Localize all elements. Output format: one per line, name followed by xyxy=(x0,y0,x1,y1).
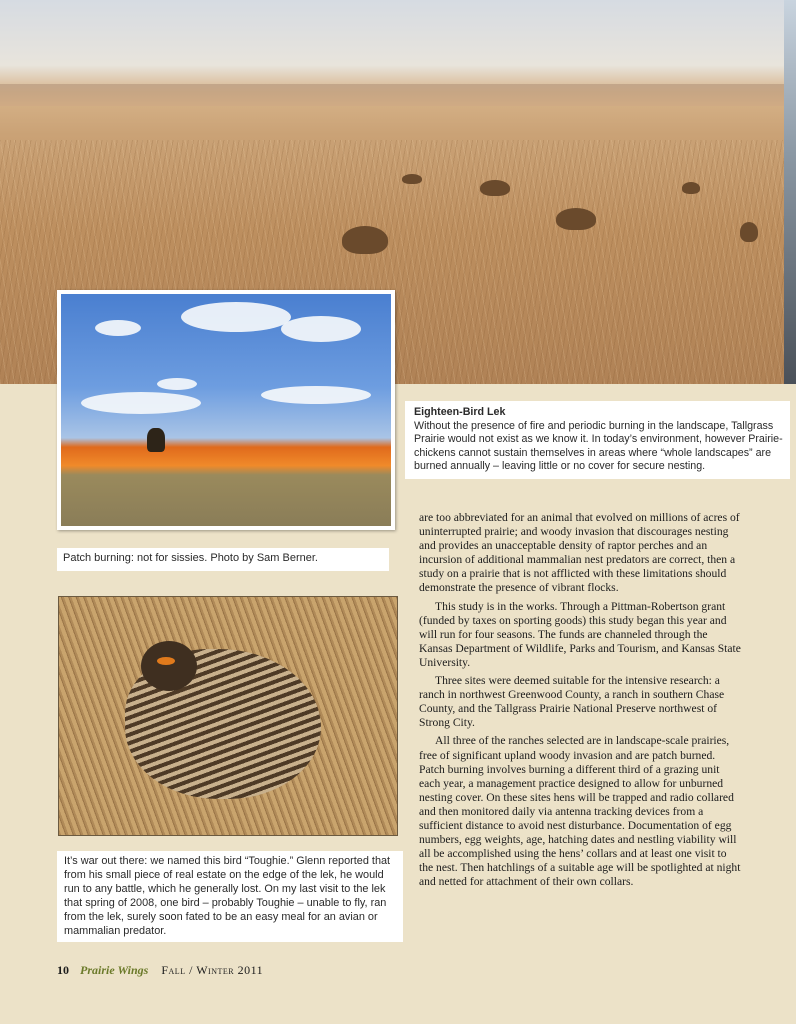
chicken-head xyxy=(141,641,197,691)
prairie-chicken xyxy=(480,180,510,196)
prairie-chicken xyxy=(740,222,758,242)
fire-rider xyxy=(147,428,165,452)
prairie-chicken xyxy=(682,182,700,194)
fire-photo-frame xyxy=(57,290,395,530)
page-footer xyxy=(57,963,263,978)
body-paragraph: are too abbreviated for an animal that evolved on millions of acres of uninterrupted prairie; and woody invasion that discourages nesting and provides an unacceptable density of raptor perches and an incursion of additional mammalian nest predators are correct, then a study on a prairie that is not afflicted with these limitations should demonstrate the presence of vibrant flocks. xyxy=(419,511,740,595)
lek-caption xyxy=(405,401,790,479)
fire-caption: Patch burning: not for sissies. Photo by Sam Berner. xyxy=(57,548,389,571)
prairie-chicken xyxy=(556,208,596,230)
page-number: 10 xyxy=(57,963,69,977)
horizon xyxy=(0,84,784,106)
adjacent-page-edge xyxy=(784,0,796,384)
article-body xyxy=(419,511,741,889)
toughie-photo xyxy=(58,596,398,836)
prairie-chicken xyxy=(402,174,422,184)
lek-caption-title: Eighteen-Bird Lek xyxy=(414,406,506,418)
body-paragraph: Three sites were deemed suitable for the intensive research: a ranch in northwest Greenwood County, a ranch in southern Chase County, and the Tallgrass Prairie National Preserve northwest of Strong City. xyxy=(419,674,725,730)
issue-label: Fall / Winter 2011 xyxy=(161,963,264,977)
fire-photo xyxy=(61,294,391,526)
toughie-caption: It’s war out there: we named this bird “Toughie.” Glenn reported that from his small piece of real estate on the edge of the lek, he would run to any battle, which he generally lost. On my last visit to the lek that spring of 2008, one bird – probably Toughie – unable to fly, ran from the lek, surely soon fated to be an easy meal for an avian or mammalian predator. xyxy=(57,851,403,942)
body-paragraph: This study is in the works. Through a Pittman-Robertson grant (funded by taxes on sporting goods) this study began this year and will run for four seasons. The funds are channeled through the Kansas Department of Wildlife, Parks and Tourism, and Kansas State University. xyxy=(419,599,741,669)
prairie-chicken xyxy=(342,226,388,254)
lek-caption-text: Without the presence of fire and periodic burning in the landscape, Tallgrass Prairie would not exist as we know it. In today’s environment, however Prairie-chickens cannot sustain themselves in areas where “whole landscapes” are burned annually – leaving little or no cover for secure nesting. xyxy=(414,419,783,473)
chicken-eye-comb xyxy=(157,657,175,665)
magazine-name: Prairie Wings xyxy=(80,963,149,977)
body-paragraph: All three of the ranches selected are in landscape-scale prairies, free of significant upland woody invasion and are patch burned. Patch burning involves burning a different third of a grazing unit each year, a management practice designed to allow for unburned nesting cover. On these sites hens will be trapped and radio collared and then monitored daily via antenna tracking devices from a sufficient distance to avoid nest disturbance. Documentation of egg numbers, egg weights, age, hatching dates and nestling viability will all be accomplished using the hens’ collars and at least one visit to the nest. Then hatchlings of a suitable age will be spotlighted at night and netted for attachment of their own collars. xyxy=(419,734,741,889)
